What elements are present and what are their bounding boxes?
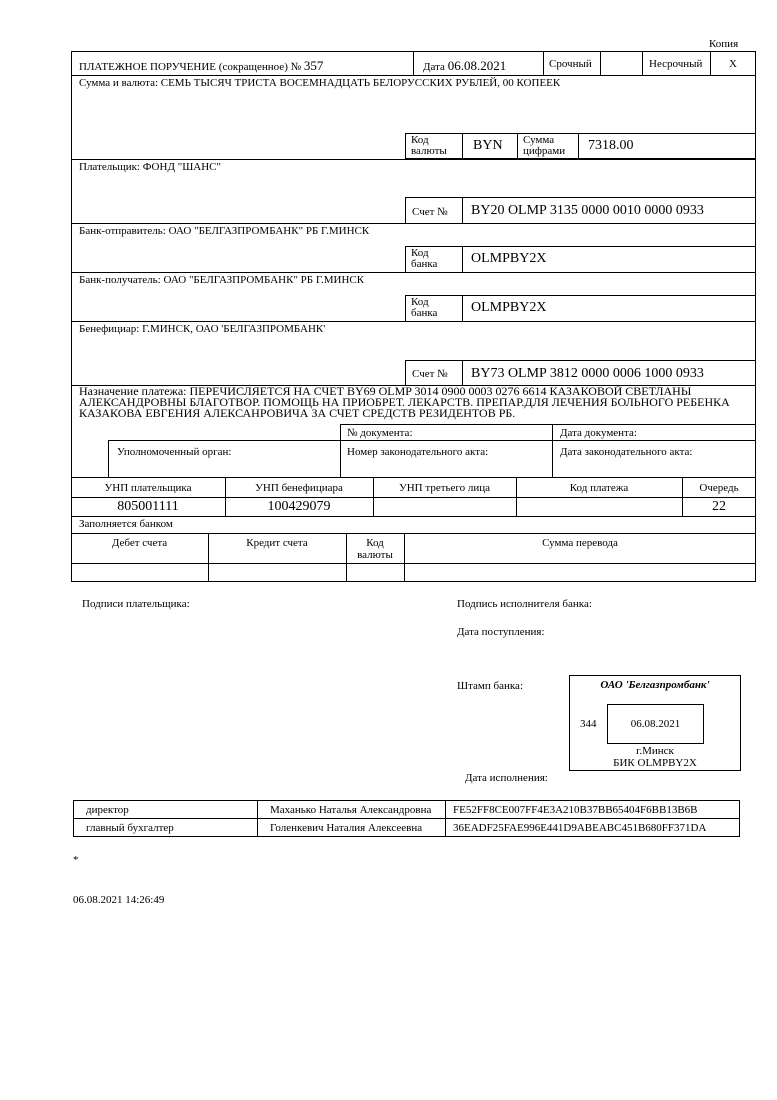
beneficiary-account-label: Счет № [412,368,448,380]
receiver-bank-code: OLMPBY2X [471,300,547,315]
payer-unp: 805001111 [117,499,179,514]
debit-label: Дебет счета [111,537,168,549]
stamp-label: Штамп банка: [457,680,523,692]
sum-digits-label: Сумма цифрами [523,134,566,157]
bank-section-label: Заполняется банком [79,518,173,530]
signer-role: директор [74,801,258,819]
signers-table [73,800,740,837]
receiver-bank-code-label: Код банка [411,296,438,319]
payer-signatures-label: Подписи плательщика: [82,598,190,610]
sender-bank-label: Банк-отправитель: ОАО "БЕЛГАЗПРОМБАНК" РБ Г.МИНСК [79,225,370,237]
currency-value: BYN [473,138,503,153]
amount-words: Сумма и валюта: СЕМЬ ТЫСЯЧ ТРИСТА ВОСЕМНАДЦАТЬ БЕЛОРУССКИХ РУБЛЕЙ, 00 КОПЕЕК [79,77,561,89]
signer-row [74,801,740,819]
queue-value: 22 [712,499,726,514]
stamp-bic: БИК OLMPBY2X [613,757,697,769]
order-date: Дата 06.08.2021 [423,58,507,73]
sender-bank-code-label: Код банка [411,247,438,270]
payer-account-label: Счет № [412,206,448,218]
doc-date-label: Дата документа: [560,427,637,439]
receiver-bank-label: Банк-получатель: ОАО "БЕЛГАЗПРОМБАНК" РБ Г.МИНСК [79,274,365,286]
order-title: ПЛАТЕЖНОЕ ПОРУЧЕНИЕ (сокращенное) № 357 [79,58,324,73]
receipt-date-label: Дата поступления: [457,626,545,638]
third-party-unp-label: УНП третьего лица [398,482,491,494]
stamp-bank-name: ОАО 'Белгазпромбанк' [600,679,710,691]
payment-purpose: Назначение платежа: ПЕРЕЧИСЛЯЕТСЯ НА СЧЕТ BY69 OLMP 3014 0900 0003 0276 6614 КАЗАКОВОЙ СВЕТЛАНЫ АЛЕКСАНДРОВНЫ БЛАГОТВОР. ПОМОЩЬ НА ПРИОБРЕТ. ЛЕКАРСТВ. ПРЕПАР.ДЛЯ ЛЕЧЕНИЯ БОЛЬНОГО РЕБЕНКА КАЗАКОВА ЕВГЕНИЯ АЛЕКСАНРОВИЧА ЗА СЧЕТ СРЕДСТВ РЕЗИДЕНТОВ РБ. [79,384,730,420]
payer-unp-label: УНП плательщика [104,482,192,494]
signer-role: главный бухгалтер [74,819,258,837]
stamp-city: г.Минск [636,745,674,757]
stamp-date: 06.08.2021 [630,718,681,730]
executor-signature-label: Подпись исполнителя банка: [457,598,592,610]
doc-number-label: № документа: [347,427,413,439]
signer-row [74,819,740,837]
beneficiary-unp-label: УНП бенефициара [255,482,343,494]
footnote-mark: * [73,854,79,866]
nonurgent-mark: X [729,58,737,70]
signer-name: Голенкевич Наталия Алексеевна [258,819,446,837]
signer-hash: 36EADF25FAE996E441D9ABEABC451B680FF371DA [446,819,740,837]
signer-hash: FE52FF8CE007FF4E3A210B37BB65404F6BB13B6B [446,801,740,819]
printed-at: 06.08.2021 14:26:49 [73,894,165,906]
queue-label: Очередь [699,482,739,494]
stamp-number: 344 [580,718,597,730]
bank-currency-label: Код валюты [357,537,393,561]
amount-box [405,133,756,159]
payer-label: Плательщик: ФОНД "ШАНС" [79,161,222,173]
nonurgent-label: Несрочный [649,58,703,70]
order-number: 357 [303,58,324,73]
payment-code-label: Код платежа [569,482,629,494]
act-number-label: Номер законодательного акта: [347,446,489,458]
copy-label: Копия [709,38,739,50]
payer-account: BY20 OLMP 3135 0000 0010 0000 0933 [471,203,704,218]
urgent-label: Срочный [549,58,592,70]
credit-label: Кредит счета [246,537,308,549]
act-date-label: Дата законодательного акта: [560,446,693,458]
currency-code-label: Код валюты [411,134,447,157]
transfer-sum-label: Сумма перевода [542,537,618,549]
beneficiary-unp: 100429079 [267,499,331,514]
execution-date-label: Дата исполнения: [465,772,548,784]
beneficiary-label: Бенефициар: Г.МИНСК, ОАО 'БЕЛГАЗПРОМБАНК' [79,323,326,335]
sum-value: 7318.00 [588,138,634,153]
signer-name: Маханько Наталья Александровна [258,801,446,819]
beneficiary-account: BY73 OLMP 3812 0000 0006 1000 0933 [471,366,704,381]
sender-bank-code: OLMPBY2X [471,251,547,266]
authority-label: Уполномоченный орган: [117,446,232,458]
